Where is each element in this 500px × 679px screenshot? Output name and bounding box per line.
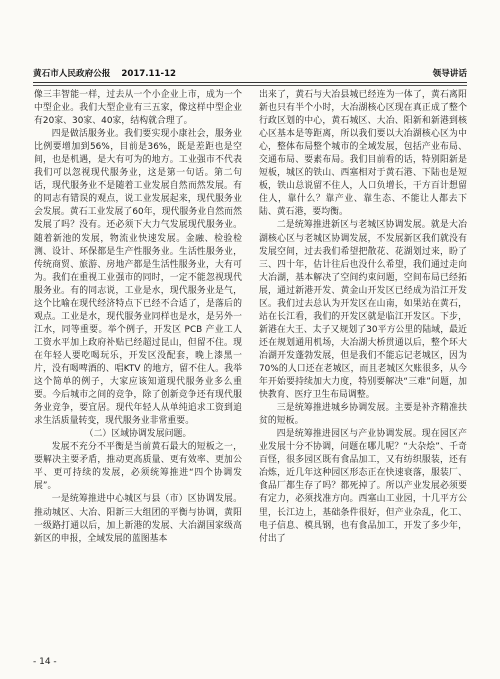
issue-number: 2017.11-12 — [121, 69, 177, 79]
subheading: （二）区域协调发展问题。 — [84, 429, 192, 440]
publication-title: 黄石市人民政府公报 — [33, 69, 111, 79]
header-left — [33, 67, 184, 79]
paragraph: 四是做活服务业。我们要实现小康社会，服务业比例要增加到56%，目前是36%，既是差距也是空间，也是机遇，是大有可为的地方。工业强市不代表我们可以忽视现代服务业，这是第一句话。第二句话，现代服务业不是随着工业发展自然而然发展。有的同志有错误的观点，说工业发展起来，现代服务业会发展。黄石工业发展了60年，现代服务业自然而然发展了吗？没有。还必须下大力气发展现代服务业。随着新池的发展，物流业快速发展。金融、检验检测、设计、环保都是生产性服务业。生活性服务业，传统商贸、旅游、房地产都是生活性服务业，大有可为。我们在重视工业强市的同时，一定不能忽视现代服务业。有的同志说，工业是水，现代服务业是气，这个比喻在现代经济特点下已经不合适了，是落后的观点。工业是水，现代服务业同样也是水，是另外一江水，同等重要。举个例子，开发区 PCB 产业工人工资水平加上政府补贴已经超过昆山，但留不住。现在年轻人要吃喝玩乐，开发区没配套，晚上漆黑一片，没有喝啤酒的、唱KTV 的地方，留不住人。我举这个简单的例子，大家应该知道现代服务业多么重要。今后城市之间的竞争，除了创新竞争还有现代服务业竞争，要宜居。现代年轻人从单纯追求工资到追求生活质量转变，现代服务业非常重要。 — [34, 129, 242, 427]
left-column — [34, 89, 242, 546]
right-column — [259, 89, 467, 546]
page-number: - 14 - — [33, 657, 57, 667]
paragraph: 出来了，黄石与大冶县城已经连为一体了，黄石离阳新也只有半个小时，大冶湖核心区现在真正成了整个行政区划的中心，黄石城区、大冶、阳新和新港到核心区基本是等距离，所以我们要以大冶湖核心区为中心，整体布局整个城市的全域发展，包括产业布局、交通布局、要素布局。我们目前看的话，特别阳新是短板，城区的铁山、西塞相对于黄石港、下陆也是短板，铁山总说留不住人，人口负增长，干方百计想留住人，靠什么？靠产业、靠生态、不能让人都去下陆、黄石港，要均衡。 — [259, 90, 467, 218]
paragraph: 四是统筹推进园区与产业协调发展。现在园区产业发展十分不协调，问题在哪儿呢？“大杂烩”、千奇百怪，很多园区既有食品加工，又有纺织服装，还有冶炼，近几年这种园区形态正在快速衰落，服装厂、食品厂都生存了吗？都死掉了。所以产业发展必须要有定力，必须找准方向。西塞山工业园，十几平方公里，长江边上，基础条件很好，但产业杂乱，化工、电子信息、模具钢，也有食品加工，开发了多少年，付出了 — [259, 429, 467, 544]
paragraph: 像三丰智能一样，过去从一个小企业上市，成为一个中型企业。我们大型企业有三五家，像这样中型企业有20家、30家、40家，结构就合理了。 — [34, 90, 242, 127]
paragraph: 二是统筹推进新区与老城区协调发展。就是大冶湖核心区与老城区协调发展，不发展新区我们就没有发展空间，过去我们希望把散花、花湖划过来，盼了三、四十年，估计往后也没什么希望，我们通过走向大冶湖，基本解决了空间约束问题，空间布局已经拓展，通过新港开发、黄金山开发区已经成为沿江开发区。我们过去总认为开发区在山南，如果站在黄石，站在长江看，我们的开发区就是临江开发区。下步，新港在大王、太子又规划了30平方公里的陆域，最近还在规划通用机场，大冶湖大桥贯通以后，整个环大冶湖开发蓬勃发展，但是我们不能忘记老城区，因为70%的人口还在老城区，而且老城区欠账很多，从今年开始要持续加大力度，特别要解决“三难”问题，加快教育、医疗卫生布局调整。 — [259, 220, 467, 401]
header-rule — [33, 82, 467, 83]
paragraph: 三是统筹推进城乡协调发展。主要是补齐精准扶贫的短板。 — [259, 403, 467, 427]
section-title: 领导讲话 — [432, 69, 467, 79]
paragraph: 发展不充分不平衡是当前黄石最大的短板之一，要解决主要矛盾，推动更高质量、更有效率、更加公平、更可持续的发展，必须统筹推进“四个协调发展”。 — [34, 442, 242, 492]
page-header — [33, 66, 467, 80]
paragraph: 一是统筹推进中心城区与县（市）区协调发展。推动城区、大冶、阳新三大组团的平衡与协调，黄阳一级路打通以后，加上新港的发展、大冶湖国家级高新区的申报，全域发展的蓝图基本 — [34, 494, 242, 544]
header-rule-thin — [33, 85, 467, 86]
